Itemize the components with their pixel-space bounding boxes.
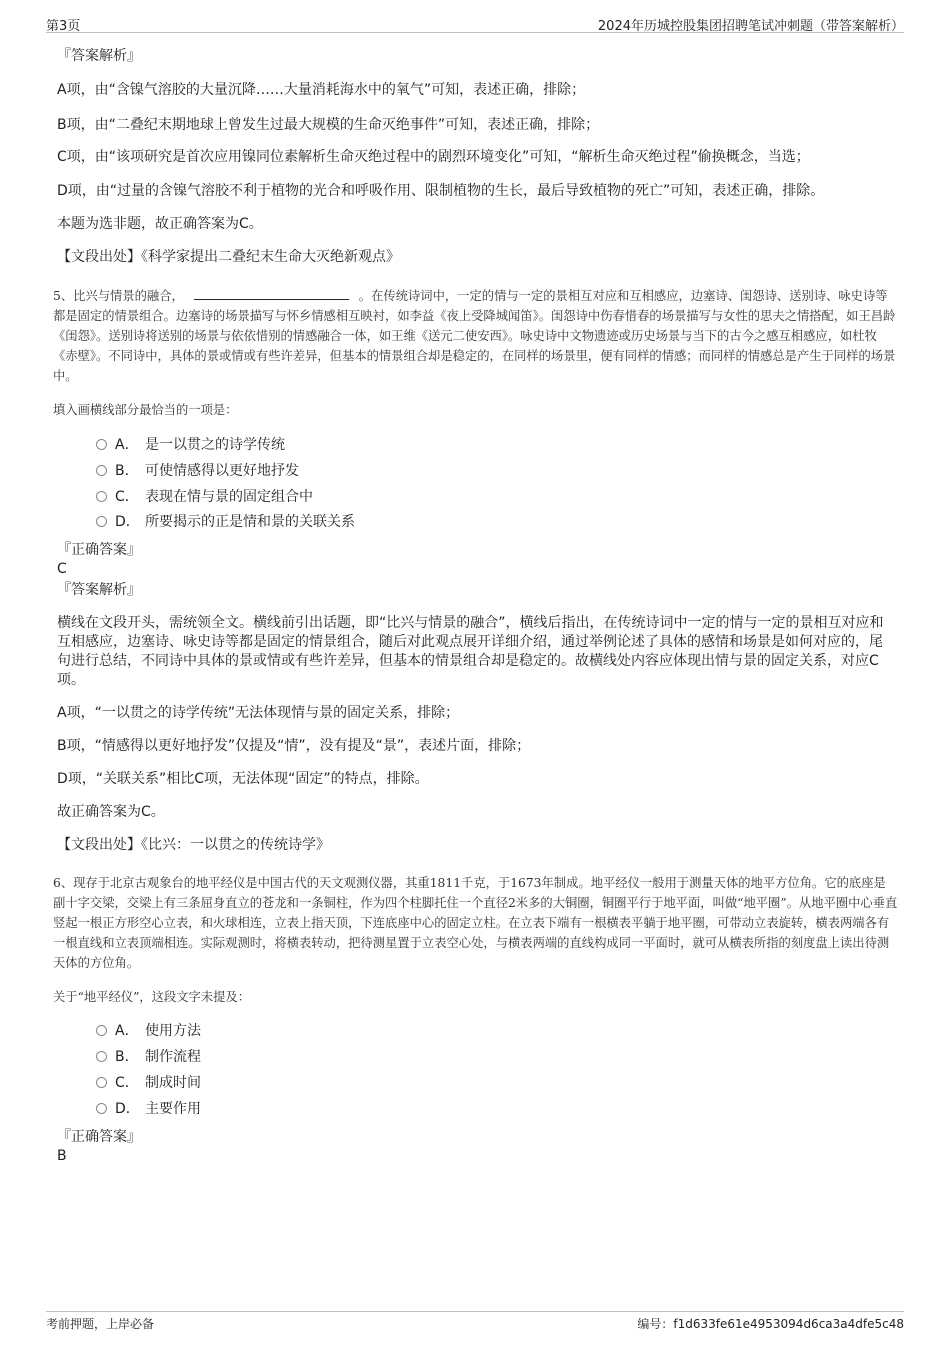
q5-option-a[interactable] (96, 436, 285, 455)
option-text: 所要揭示的正是情和景的关联关系 (145, 514, 355, 530)
q5-analysis-main: 横线在文段开头，需统领全文。横线前引出话题，即“比兴与情景的融合”，横线后指出，在传统诗词中一定的情与一定的景相互对应和互相感应，边塞诗、咏史诗等都是固定的情景组合，随后对此观点展开详细介绍，通过举例论述了具体的感情和场景是如何对应的，尾句进行总结，不同诗中具体的景或情或有些许差异，但基本的情景组合却是稳定的。故横线处内容应体现出情与景的固定关系，对应C项。 (57, 615, 884, 688)
footer-slogan: 考前押题，上岸必备 (46, 1317, 155, 1331)
option-text: 表现在情与景的固定组合中 (145, 489, 313, 505)
radio-icon[interactable] (96, 1077, 107, 1088)
q5-stem-rest: 。在传统诗词中，一定的情与一定的景相互对应和互相感应，边塞诗、闺怨诗、送别诗、咏史诗等都是固定的情景组合。边塞诗的场景描写与怀乡情感相互映衬，如李益《夜上受降城闻笛》。闺怨诗中伤春惜春的场景描写与女性的思夫之情搭配，如王昌龄《闺怨》。送别诗将送别的场景与依依惜别的情感融合一体，如王维《送元二使安西》。咏史诗中文物遗迹或历史场景与当下的古今之感互相感应，如杜牧《赤壁》。不同诗中，具体的景或情或有些许差异，但基本的情景组合却是稳定的，在同样的场景里，便有同样的情感；而同样的情感总是产生于同样的场景中。 (53, 289, 896, 383)
radio-icon[interactable] (96, 516, 107, 527)
q4-analysis-line: C项，由“该项研究是首次应用镍同位素解析生命灭绝过程中的剧烈环境变化”可知，“解析生命灭绝过程”偷换概念，当选； (57, 149, 810, 165)
radio-icon[interactable] (96, 465, 107, 476)
radio-icon[interactable] (96, 1025, 107, 1036)
option-text: 制作流程 (145, 1049, 201, 1065)
option-text: 制成时间 (145, 1075, 201, 1091)
q6-prompt: 关于“地平经仪”，这段文字未提及： (53, 990, 251, 1004)
q5-option-d[interactable] (96, 513, 355, 532)
q5-source: 【文段出处】《比兴：一以贯之的传统诗学》 (57, 837, 330, 853)
q4-source: 【文段出处】《科学家提出二叠纪末生命大灭绝新观点》 (57, 249, 400, 265)
q5-option-c[interactable] (96, 488, 313, 507)
option-text: 使用方法 (145, 1023, 201, 1039)
q4-analysis-line: D项，由“过量的含镍气溶胶不利于植物的光合和呼吸作用、限制植物的生长，最后导致植物的死亡”可知，表述正确，排除。 (57, 183, 825, 199)
q5-answer-label: 『正确答案』 (57, 542, 141, 558)
q6-option-c[interactable] (96, 1074, 201, 1093)
option-letter: A． (115, 437, 139, 453)
page-footer (46, 1311, 904, 1333)
option-letter: C． (115, 489, 139, 505)
option-letter: B． (115, 1049, 139, 1065)
q5-prompt: 填入画横线部分最恰当的一项是： (53, 403, 238, 417)
q6-stem: 6、现存于北京古观象台的地平经仪是中国古代的天文观测仪器，其重1811千克，于1673年制成。地平经仪一般用于测量天体的地平方位角。它的底座是副十字交梁，交梁上有三条屈身直立的苍龙和一条铜柱，作为四个柱脚托住一个直径2米多的大铜圈，铜圈平行于地平面，叫做“地平圈”。从地平圈中心垂直竖起一根正方形空心立表，和火球相连，立表上指天顶，下连底座中心的固定立柱。在立表下端有一根横表平躺于地平圈，可带动立表旋转，横表两端各有一根直线和立表顶端相连。实际观测时，将横表转动，把待测星置于立表空心处，与横表两端的直线构成同一平面时，就可从横表所指的刻度盘上读出待测天体的方位角。 (53, 876, 898, 970)
radio-icon[interactable] (96, 1051, 107, 1062)
page-number: 第3页 (46, 19, 81, 34)
q6-option-d[interactable] (96, 1100, 201, 1119)
option-letter: A． (115, 1023, 139, 1039)
page-header (46, 12, 904, 33)
q5-analysis-line: A项，“一以贯之的诗学传统”无法体现情与景的固定关系，排除； (57, 705, 460, 721)
q4-analysis-label: 『答案解析』 (57, 48, 141, 64)
q4-analysis-line: A项，由“含镍气溶胶的大量沉降……大量消耗海水中的氧气”可知，表述正确，排除； (57, 82, 586, 98)
q5-answer-line: 故正确答案为C。 (57, 804, 165, 820)
q6-option-b[interactable] (96, 1048, 201, 1067)
q6-answer: B (57, 1148, 67, 1164)
option-letter: B． (115, 463, 139, 479)
document-code: 编号：f1d633fe61e4953094d6ca3a4dfe5c48 (637, 1317, 904, 1331)
radio-icon[interactable] (96, 491, 107, 502)
option-text: 是一以贯之的诗学传统 (145, 437, 285, 453)
option-letter: C． (115, 1075, 139, 1091)
option-text: 可使情感得以更好地抒发 (145, 463, 299, 479)
q5-analysis-label: 『答案解析』 (57, 582, 141, 598)
q5-stem (53, 286, 898, 386)
q6-answer-label: 『正确答案』 (57, 1129, 141, 1145)
q5-answer: C (57, 561, 67, 577)
q5-stem-start: 5、比兴与情景的融合， (53, 289, 184, 303)
option-letter: D． (115, 514, 140, 530)
radio-icon[interactable] (96, 1103, 107, 1114)
q5-analysis-line: B项，“情感得以更好地抒发”仅提及“情”，没有提及“景”，表述片面，排除； (57, 738, 531, 754)
document-title: 2024年历城控股集团招聘笔试冲刺题（带答案解析） (597, 19, 904, 34)
q4-analysis-line: B项，由“二叠纪末期地球上曾发生过最大规模的生命灭绝事件”可知，表述正确，排除； (57, 117, 600, 133)
option-letter: D． (115, 1101, 140, 1117)
q5-option-b[interactable] (96, 462, 299, 481)
option-text: 主要作用 (145, 1101, 201, 1117)
radio-icon[interactable] (96, 439, 107, 450)
q5-analysis-line: D项，“关联关系”相比C项，无法体现“固定”的特点，排除。 (57, 771, 429, 787)
q6-option-a[interactable] (96, 1022, 201, 1041)
q5-fill-blank (194, 287, 349, 300)
q4-answer-line: 本题为选非题，故正确答案为C。 (57, 216, 263, 232)
